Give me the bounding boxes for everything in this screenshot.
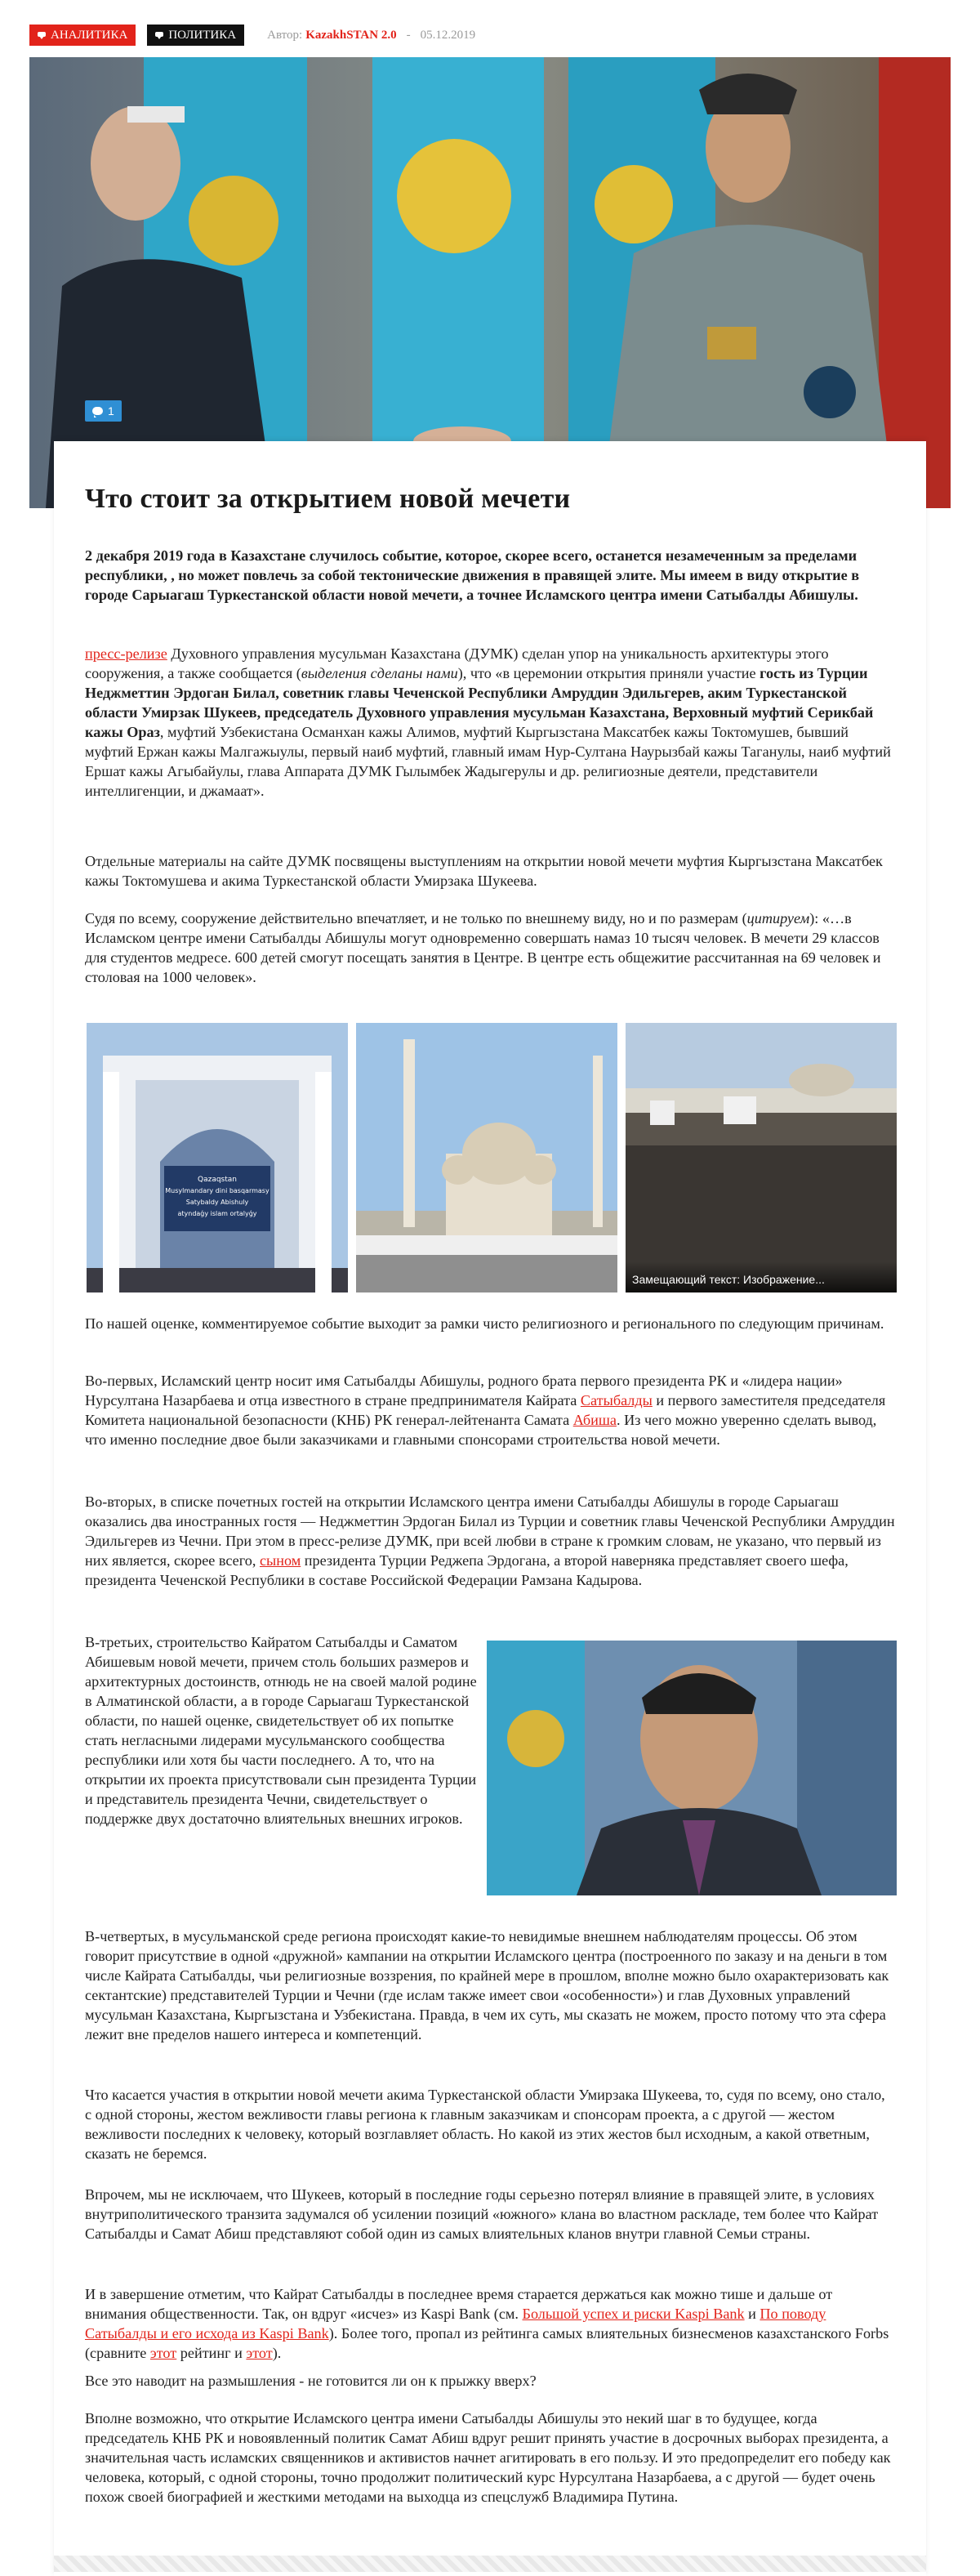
- satybaldy-link[interactable]: Сатыбалды: [580, 1392, 653, 1409]
- abish-link[interactable]: Абиша: [572, 1412, 617, 1428]
- tag-icon: [38, 32, 46, 39]
- comment-count-badge[interactable]: 1: [85, 400, 122, 422]
- paragraph-third-reason: В-третьих, строительство Кайратом Сатыбалды и Саматом Абишевым новой мечети, причем столь больших размеров и архитектурных достоинств, отнюдь не на своей малой родине в Алматинской области, а в городе Сарыагаш Туркестанской области, по нашей оценке, свидетельствует об их попытке стать негласными лидерами мусульманского сообщества республики или хотя бы части последнего. А то, что на открытии их проекта присутствовали сын президента Турции и представитель президента Чечни, свидетельствует о поддержке двух достаточно влиятельных внешних игроков.: [85, 1634, 477, 1827]
- article-card: [54, 441, 926, 2576]
- gallery-caption: Замещающий текст: Изображение...: [626, 1261, 897, 1292]
- article-lead: 2 декабря 2019 года в Казахстане случилось событие, которое, скорее всего, останется незамеченным за пределами республики, , но может повлечь за собой тектонические движения в правящей элите. Мы имеем в виду открытие в городе Сарыагаш Туркестанской области новой мечети, а точнее Исламского центра имени Сатыбалды Абишулы.: [85, 547, 860, 603]
- plaque-line-4: atyndaǵy islam ortalyǵy: [177, 1210, 257, 1217]
- tag-icon: [155, 32, 163, 39]
- paragraph-clan: Впрочем, мы не исключаем, что Шукеев, который в последние годы серьезно потерял влияние в правящей элите, в условиях внутриполитического транзита задумался об усилении позиций «южного» клана во властном раскладе, тем более что Кайрат Сатыбалды и Самат Абиш представляют собой один из самых влиятельных кланов внутри главной Семьи страны.: [85, 2186, 879, 2242]
- plaque-line-2: Musylmandary dini basqarmasy: [165, 1187, 270, 1194]
- gallery-photo-entrance[interactable]: [87, 1023, 348, 1292]
- publish-date: 05.12.2019: [420, 28, 476, 42]
- paragraph-first-reason: Во-первых, Исламский центр носит имя Сатыбалды Абишулы, родного брата первого президента РК и «лидера нации» Нурсултана Назарбаева и отца известного в стране предпринимателя Кайрата Сатыбалды и первого заместителя председателя Комитета национальной безопасности (КНБ) РК генерал-лейтенанта Самата Абиша. Из чего можно уверенно сделать вывод, что именно последние двое были заказчиками и главными спонсорами строительства новой мечети.: [85, 1373, 886, 1448]
- footer-divider: [54, 2556, 926, 2572]
- plaque-line-3: Satybaldy Abishuly: [185, 1199, 249, 1206]
- photo-gallery: [87, 1023, 897, 1292]
- portrait-image: [487, 1641, 897, 1895]
- meta-separator: -: [406, 28, 411, 42]
- author-label: Автор:: [267, 28, 303, 42]
- paragraph-second-reason: Во-вторых, в списке почетных гостей на открытии Исламского центра имени Сатыбалды Абишулы в городе Сарыагаш оказались два иностранных гостя — Неджметтин Эрдоган Билал из Турции и советник главы Чеченской Республики Амруддин Эдильгерев из Чечни. При этом в пресс-релизе ДУМК, при всей любви в стране к громким словам, не указано, что первый из них является, скорее всего, сыном президента Турции Реджепа Эрдогана, а второй наверняка представляет своего шефа, президента Чеченской Республики в составе Российской Федерации Рамзана Кадырова.: [85, 1493, 895, 1588]
- gallery-photo-mosque[interactable]: [356, 1023, 617, 1292]
- forbes-rating-link-2[interactable]: этот: [246, 2345, 273, 2361]
- gallery-photo-crowd[interactable]: [626, 1023, 897, 1292]
- press-release-link[interactable]: пресс-релизе: [85, 645, 167, 662]
- paragraph-fourth-reason: В-четвертых, в мусульманской среде региона происходят какие-то невидимые внешнем наблюдателям процессы. Об этом говорит присутствие в одной «дружной» кампании на открытии Исламского центра (построенного по заказу и на деньги в том числе Кайрата Сатыбалды, чьи религиозные воззрения, по крайней мере в прошлом, вполне можно было охарактеризовать как сектантские) представителей Турции и Чечни (где ислам также имеет свои «особенности») и глав Духовных управлений мусульман Казахстана, Кыргызстана и Узбекистана. Правда, в чем их суть, мы сказать не можем, просто потому что эта сфера лежит вне пределов нашего интереса и компетенций.: [85, 1928, 889, 2042]
- article-meta: [29, 23, 475, 47]
- paragraph-shukeev: Что касается участия в открытии новой мечети акима Туркестанской области Умирзака Шукеева, то, судя по всему, оно стало, с одной стороны, жестом вежливости главы региона к главным заказчикам и спонсорам проекта, а с другой — жестом вежливости последних к человеку, который возглавляет область. Но какой из этих жестов был исходным, а какой ответным, сказать не беремся.: [85, 2087, 885, 2162]
- plaque-line-1: Qazaqstan: [198, 1176, 237, 1184]
- forbes-rating-link-1[interactable]: этот: [149, 2345, 177, 2361]
- category-tag-analytics[interactable]: АНАЛИТИКА: [29, 25, 136, 46]
- author-link[interactable]: KazakhSTAN 2.0: [305, 28, 397, 42]
- son-link[interactable]: сыном: [259, 1552, 301, 1569]
- category-tag-politics[interactable]: ПОЛИТИКА: [147, 25, 244, 46]
- paragraph-final: Вполне возможно, что открытие Исламского центра имени Сатыбалды Абишулы это некий шаг в то будущее, когда председатель КНБ РК и новоявленный политик Самат Абиш вдруг решит принять участие в досрочных выборах президента, а значительная часть исламских священников и активистов начнет агитировать в его пользу. И это предопределит его победу как человека, который, с одной стороны, точно продолжит политический курс Нурсултана Назарбаева, а с другой — будет очень похож своей биографией и жесткими методами на выходца из спецслужб Владимира Путина.: [85, 2410, 891, 2505]
- paragraph-press-release: пресс-релизе Духовного управления мусульман Казахстана (ДУМК) сделан упор на уникальность архитектуры этого сооружения, а также сообщается (выделения сделаны нами), что «в церемонии открытия приняли участие гость из Турции Неджметтин Эрдоган Билал, советник главы Чеченской Республики Амруддин Эдильгерев, аким Туркестанской области Умирзак Шукеев, председатель Духовного управления мусульман Казахстана, Верховный муфтий Серикбай кажы Ораз, муфтий Узбекистана Османхан кажы Алимов, муфтий Кыргызстана Максатбек кажы Токтомушев, бывший муфтий Ержан кажы Малгажыулы, первый наиб муфтий, главный имам Нур-Султана Наурызбай кажы Таганулы, наиб муфтий Ершат кажы Агыбайулы, глава Аппарата ДУМК Гылымбек Жадыгерулы и др. религиозные деятели, представители интеллигенции, и джамаат».: [85, 645, 891, 799]
- paragraph-dumk-materials: Отдельные материалы на сайте ДУМК посвящены выступлениям на открытии новой мечети муфтия Кыргызстана Максатбек кажы Токтомушева и акима Туркестанской области Умирзака Шукеева.: [85, 853, 883, 889]
- comment-icon: [92, 407, 103, 415]
- paragraph-question: Все это наводит на размышления - не готовится ли он к прыжку вверх?: [85, 2373, 537, 2389]
- article-container: [29, 0, 951, 2576]
- paragraph-assessment: По нашей оценке, комментируемое событие выходит за рамки чисто религиозного и регионального по следующим причинам.: [85, 1315, 884, 1332]
- kaspi-success-link[interactable]: Большой успех и риски Kaspi Bank: [522, 2306, 745, 2322]
- article-title: Что стоит за открытием новой мечети: [85, 484, 571, 514]
- paragraph-conclusion: И в завершение отметим, что Кайрат Сатыбалды в последнее время старается держаться как можно тише и дальше от внимания общественности. Так, он вдруг «исчез» из Kaspi Bank (см. Большой успех и риски Kaspi Bank и По поводу Сатыбалды и его исхода из Kaspi Bank). Более того, пропал из рейтинга самых влиятельных бизнесменов казахстанского Forbs (сравните этот рейтинг и этот).: [85, 2286, 889, 2361]
- kaspi-exit-link[interactable]: По поводу Сатыбалды и его исхода из Kaspi Bank: [85, 2306, 826, 2342]
- paragraph-building-size: Судя по всему, сооружение действительно впечатляет, и не только по внешнему виду, но и по размерам (цитируем): «…в Исламском центре имени Сатыбалды Абишулы могут одновременно совершать намаз 10 тысяч человек. В мечети 29 классов для студентов медресе. 600 детей смогут посещать занятия в Центре. В центре есть общежитие рассчитанная на 69 человек и столовая на 1000 человек».: [85, 910, 881, 985]
